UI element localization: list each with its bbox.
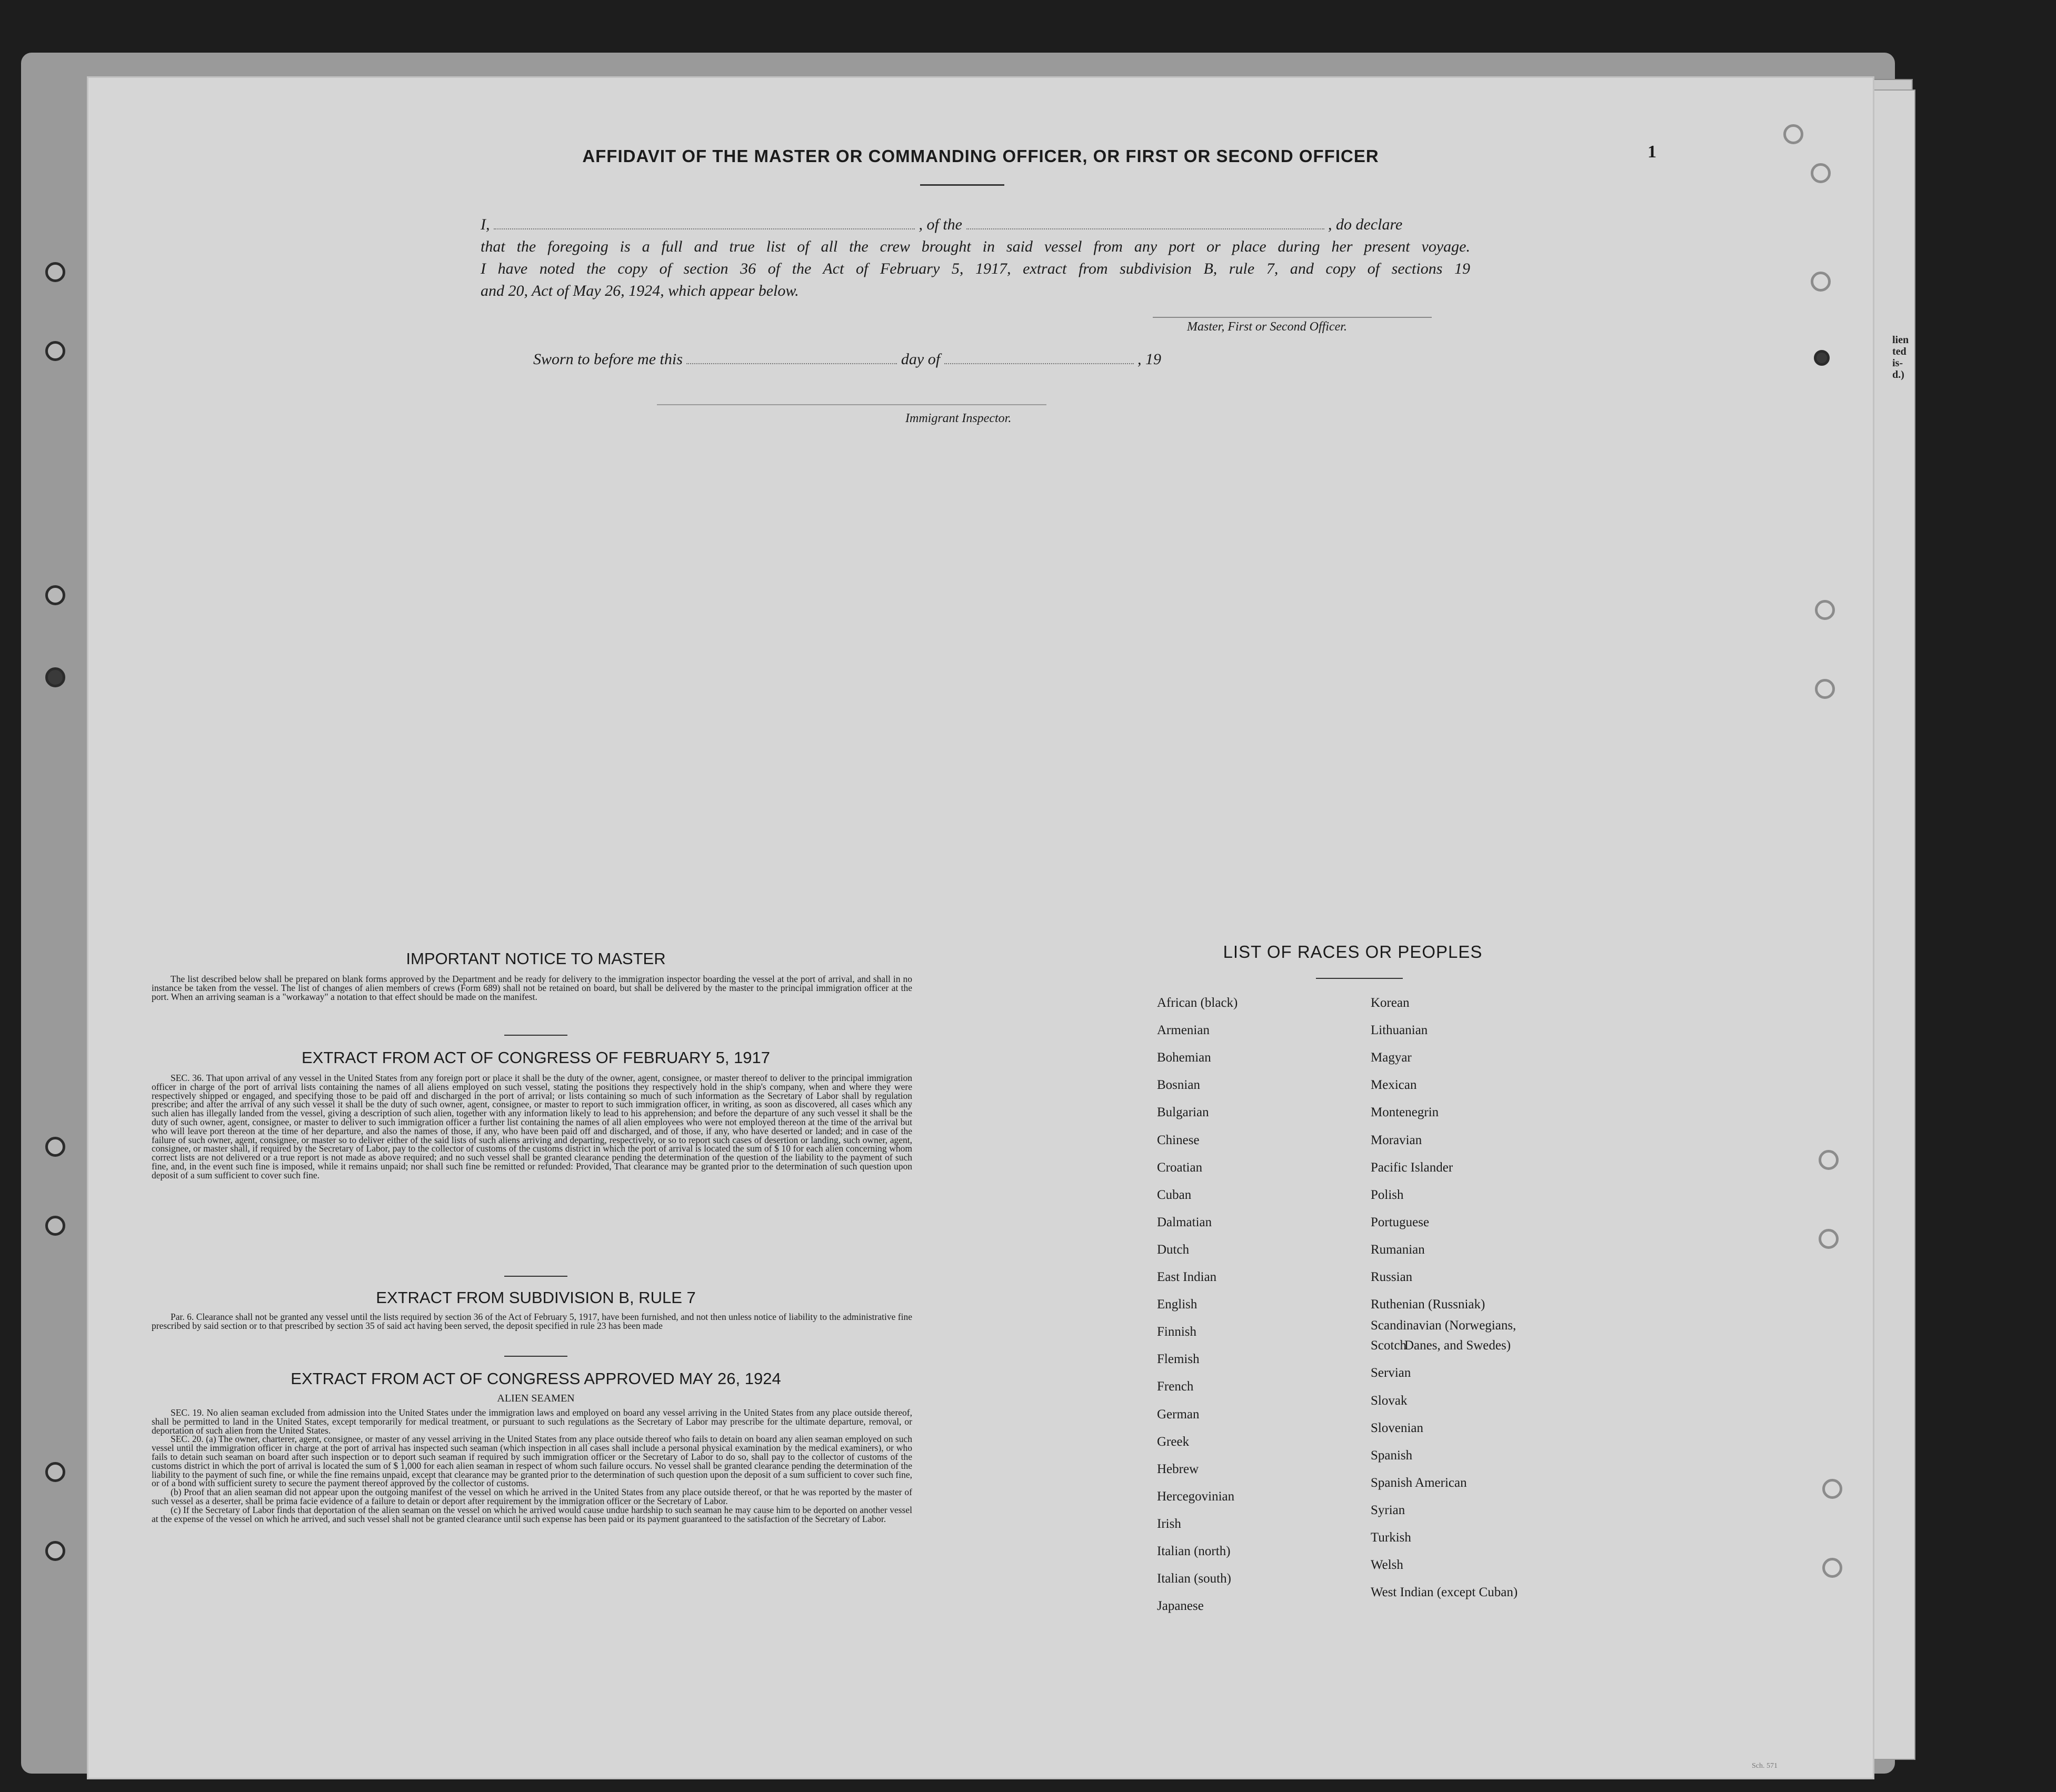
- race-item: West Indian (except Cuban): [1371, 1585, 1518, 1600]
- declare-line-2: that the foregoing is a full and true list of all the crew brought in said vessel from any port or place during her present voyage.: [481, 238, 1470, 255]
- extract-1924-subtitle: ALIEN SEAMEN: [497, 1393, 575, 1404]
- race-item: Bohemian: [1157, 1050, 1211, 1065]
- race-item: Scotch: [1371, 1338, 1407, 1353]
- race-item: Scandinavian (Norwegians,: [1371, 1318, 1516, 1333]
- month-blank: [944, 349, 1134, 364]
- race-item: Moravian: [1371, 1133, 1422, 1147]
- binder-hole: [45, 1462, 65, 1482]
- notice-divider: [504, 1035, 567, 1036]
- race-item: Japanese: [1157, 1599, 1204, 1614]
- race-item: Pacific Islander: [1371, 1160, 1453, 1175]
- underlying-tab-text: lien ted is- d.): [1892, 334, 1909, 381]
- races-title-underline: [1316, 978, 1403, 979]
- extract-1917-text: SEC. 36. That upon arrival of any vessel in the United States from any foreign port or place it shall be the duty of the owner, agent, consignee, or master thereof to deliver to the principal immigration officer in charge of the port of arrival lists containing the names of all aliens employed on such vessel, stating the positions they respectively hold in the ship's company, when and where they were respectively shipped or engaged, and specifying those to be paid off and discharged in the port of arrival; or lists containing so much of such information as the Secretary of Labor shall by regulation prescribe; and after the arrival of any such vessel it shall be the duty of such owner, agent, consignee, or master to report to such immigration officer, in writing, as soon as discovered, all cases which any such alien has illegally landed from the vessel, giving a description of such alien, together with any information likely to lead to his apprehension; and before the departure of any such vessel it shall be the duty of such owner, agent, consignee, or master to deliver to such immigration officer a further list containing the names of all alien employees who were not employed thereon at the time of the arrival but who will leave port thereon at the time of her departure, and also the names of those, if any, who have been paid off and discharged, and of those, if any, who have deserted or landed; and in case of the failure of such owner, agent, consignee, or master so to deliver either of the said lists of such aliens arriving and departing, respectively, or so to report such cases of desertion or landing, such owner, agent, consignee, or master shall, if required by the Secretary of Labor, pay to the collector of customs of the customs district in which the port of arrival is located the sum of $ 10 for each alien concerning whom correct lists are not delivered or a true report is not made as above required; and no such vessel shall be granted clearance pending the determination of the question of the liability to the payment of such fine, and, in the event such fine is imposed, while it remains unpaid; nor shall such fine be remitted or refunded: Provided, That clearance may be granted prior to the determination of such question upon deposit of a sum sufficient to cover such fine.: [152, 1073, 912, 1180]
- race-item: Turkish: [1371, 1530, 1411, 1545]
- race-item: Italian (south): [1157, 1571, 1231, 1586]
- i-label: I,: [481, 216, 490, 233]
- page-number-mark: 1: [1648, 142, 1656, 162]
- vessel-blank: [966, 215, 1324, 229]
- binder-hole: [1814, 350, 1830, 366]
- race-item: Danes, and Swedes): [1404, 1338, 1511, 1353]
- affidavit-title: AFFIDAVIT OF THE MASTER OR COMMANDING OFFICER, OR FIRST OR SECOND OFFICER: [582, 146, 1379, 166]
- binder-hole: [45, 1137, 65, 1157]
- title-underline: [920, 184, 1004, 186]
- race-item: Spanish American: [1371, 1475, 1467, 1490]
- binder-hole: [45, 1216, 65, 1236]
- binder-hole: [45, 1541, 65, 1561]
- signature-line: [1153, 317, 1432, 318]
- binder-hole: [1815, 600, 1835, 620]
- race-item: Bulgarian: [1157, 1105, 1209, 1120]
- race-item: Slovenian: [1371, 1420, 1423, 1435]
- race-item: Dutch: [1157, 1242, 1190, 1257]
- declare-line-4: and 20, Act of May 26, 1924, which appear below.: [481, 282, 799, 299]
- race-item: French: [1157, 1379, 1194, 1394]
- binder-hole: [1819, 1229, 1839, 1249]
- race-item: Cuban: [1157, 1187, 1192, 1202]
- binder-hole: [45, 341, 65, 361]
- form-mark: Sch. 571: [1752, 1762, 1778, 1770]
- race-item: Dalmatian: [1157, 1215, 1212, 1229]
- race-item: German: [1157, 1407, 1200, 1421]
- race-item: Portuguese: [1371, 1215, 1430, 1229]
- binder-hole: [45, 667, 65, 687]
- subdivision-b-text: Par. 6. Clearance shall not be granted any vessel until the lists required by section 36 of the Act of February 5, 1917, have been furnished, and not then unless notice of liability to the administrative fine prescribed by said section or to that prescribed by section 35 of said act having been served, the deposit specified in rule 23 has been made: [152, 1312, 912, 1331]
- binder-hole: [1819, 1150, 1839, 1170]
- declare-line: [481, 214, 1468, 236]
- race-item: East Indian: [1157, 1270, 1217, 1284]
- race-item: Syrian: [1371, 1503, 1405, 1517]
- sec-19-text: SEC. 19. No alien seaman excluded from admission into the United States under the immigration laws and employed on board any vessel arriving in the United States from any place outside thereof, shall be permitted to land in the United States, except temporarily for medical treatment, or pursuant to such regulations as the Secretary of Labor may prescribe for the ultimate departure, removal, or deportation of such alien from the United States.: [152, 1407, 912, 1436]
- extract-1917-divider: [504, 1276, 567, 1277]
- binder-hole: [1811, 272, 1831, 292]
- day-blank: [686, 349, 897, 364]
- of-the-label: , of the: [919, 216, 962, 233]
- day-of-label: day of: [901, 351, 941, 368]
- race-item: Lithuanian: [1371, 1023, 1428, 1038]
- race-item: Flemish: [1157, 1352, 1200, 1367]
- race-item: Irish: [1157, 1516, 1181, 1531]
- year-prefix: , 19: [1137, 351, 1162, 368]
- race-item: Hebrew: [1157, 1461, 1199, 1476]
- binder-hole: [1783, 124, 1803, 144]
- do-declare-label: , do declare: [1328, 216, 1403, 233]
- race-item: Chinese: [1157, 1133, 1200, 1147]
- race-item: Greek: [1157, 1434, 1190, 1449]
- name-blank: [494, 215, 915, 229]
- sworn-line: [533, 348, 1270, 371]
- race-item: Spanish: [1371, 1448, 1413, 1463]
- sec-20c-text: (c) If the Secretary of Labor finds that deportation of the alien seaman on the vessel on which he arrived would cause undue hardship to such seaman he may cause him to be deported on another vessel at the expense of the vessel on which he arrived, and such vessel shall not be granted clearance until such expense has been paid or its payment guaranteed to the satisfaction of the Secretary of Labor.: [152, 1504, 912, 1524]
- binder-hole: [45, 585, 65, 605]
- race-item: African (black): [1157, 996, 1238, 1010]
- sec-20b-text: (b) Proof that an alien seaman did not appear upon the outgoing manifest of the vessel on which he arrived in the United States from any place outside thereof, or that he was reported by the master of such vessel as a deserter, shall be prima facie evidence of a failure to detain or deport after requirement by the immigration officer or the Secretary of Labor.: [152, 1487, 912, 1506]
- inspector-signature-line: [657, 404, 1046, 405]
- extract-1924-text: [152, 1408, 912, 1523]
- race-item: Ruthenian (Russniak): [1371, 1297, 1485, 1312]
- race-item: Rumanian: [1371, 1242, 1425, 1257]
- sworn-label: Sworn to before me this: [533, 351, 683, 368]
- race-item: Italian (north): [1157, 1544, 1231, 1558]
- race-item: Polish: [1371, 1187, 1404, 1202]
- sec-20a-text: SEC. 20. (a) The owner, charterer, agent, consignee, or master of any vessel arriving in the United States from any place outside thereof who fails to detain on board any alien seaman employed on such vessel until the immigration officer in charge at the port of arrival has inspected such seaman (which inspection in all cases shall include a personal physical examination by the medical examiners), or who fails to detain such seaman on board after such inspection or to deport such seaman if required by such immigration officer or the Secretary of Labor to do so, shall pay to the collector of customs of the customs district in which the port of arrival is located the sum of $ 1,000 for each alien seaman in respect of whom such failure occurs. No vessel shall be granted clearance pending the determination of the liability to the payment of such fine, or while the fine remains unpaid, except that clearance may be granted prior to the determination of such question upon the deposit of a sum sufficient to cover such fine, or of a bond with sufficient surety to secure the payment thereof approved by the collector of customs.: [152, 1434, 912, 1489]
- extract-1917-title: EXTRACT FROM ACT OF CONGRESS OF FEBRUARY 5, 1917: [301, 1048, 771, 1067]
- extract-1924-title: EXTRACT FROM ACT OF CONGRESS APPROVED MAY 26, 1924: [291, 1369, 781, 1388]
- race-item: Russian: [1371, 1270, 1413, 1284]
- race-item: Mexican: [1371, 1078, 1417, 1093]
- race-item: Welsh: [1371, 1558, 1403, 1573]
- race-item: Servian: [1371, 1366, 1411, 1380]
- race-item: Korean: [1371, 996, 1410, 1010]
- signature-caption: Master, First or Second Officer.: [1187, 320, 1347, 334]
- binder-hole: [1815, 679, 1835, 699]
- race-item: Slovak: [1371, 1393, 1408, 1408]
- race-item: Armenian: [1157, 1023, 1210, 1038]
- subdivision-b-title: EXTRACT FROM SUBDIVISION B, RULE 7: [376, 1288, 696, 1307]
- subdivision-b-divider: [504, 1356, 567, 1357]
- inspector-caption: Immigrant Inspector.: [905, 412, 1012, 425]
- race-item: Bosnian: [1157, 1078, 1200, 1093]
- notice-title: IMPORTANT NOTICE TO MASTER: [406, 949, 666, 968]
- race-item: Montenegrin: [1371, 1105, 1439, 1120]
- race-item: Finnish: [1157, 1325, 1197, 1339]
- declare-line-3: I have noted the copy of section 36 of the Act of February 5, 1917, extract from subdivision B, rule 7, and copy of sections 19: [481, 260, 1470, 277]
- binder-hole: [45, 262, 65, 282]
- race-item: Hercegovinian: [1157, 1489, 1235, 1504]
- notice-text: The list described below shall be prepared on blank forms approved by the Department and be ready for delivery to the immigration inspector boarding the vessel at the port of arrival, and shall in no instance be taken from the vessel. The list of changes of alien members of crews (Form 689) shall not be retained on board, but shall be delivered by the master to the principal immigration officer at the port. When an arriving seaman is a "workaway" a notation to that effect should be made on the manifest.: [152, 974, 912, 1002]
- race-item: English: [1157, 1297, 1197, 1312]
- race-item: Croatian: [1157, 1160, 1203, 1175]
- race-item: Magyar: [1371, 1050, 1412, 1065]
- binder-hole: [1822, 1558, 1842, 1578]
- binder-hole: [1822, 1479, 1842, 1499]
- races-title: LIST OF RACES OR PEOPLES: [1223, 942, 1483, 962]
